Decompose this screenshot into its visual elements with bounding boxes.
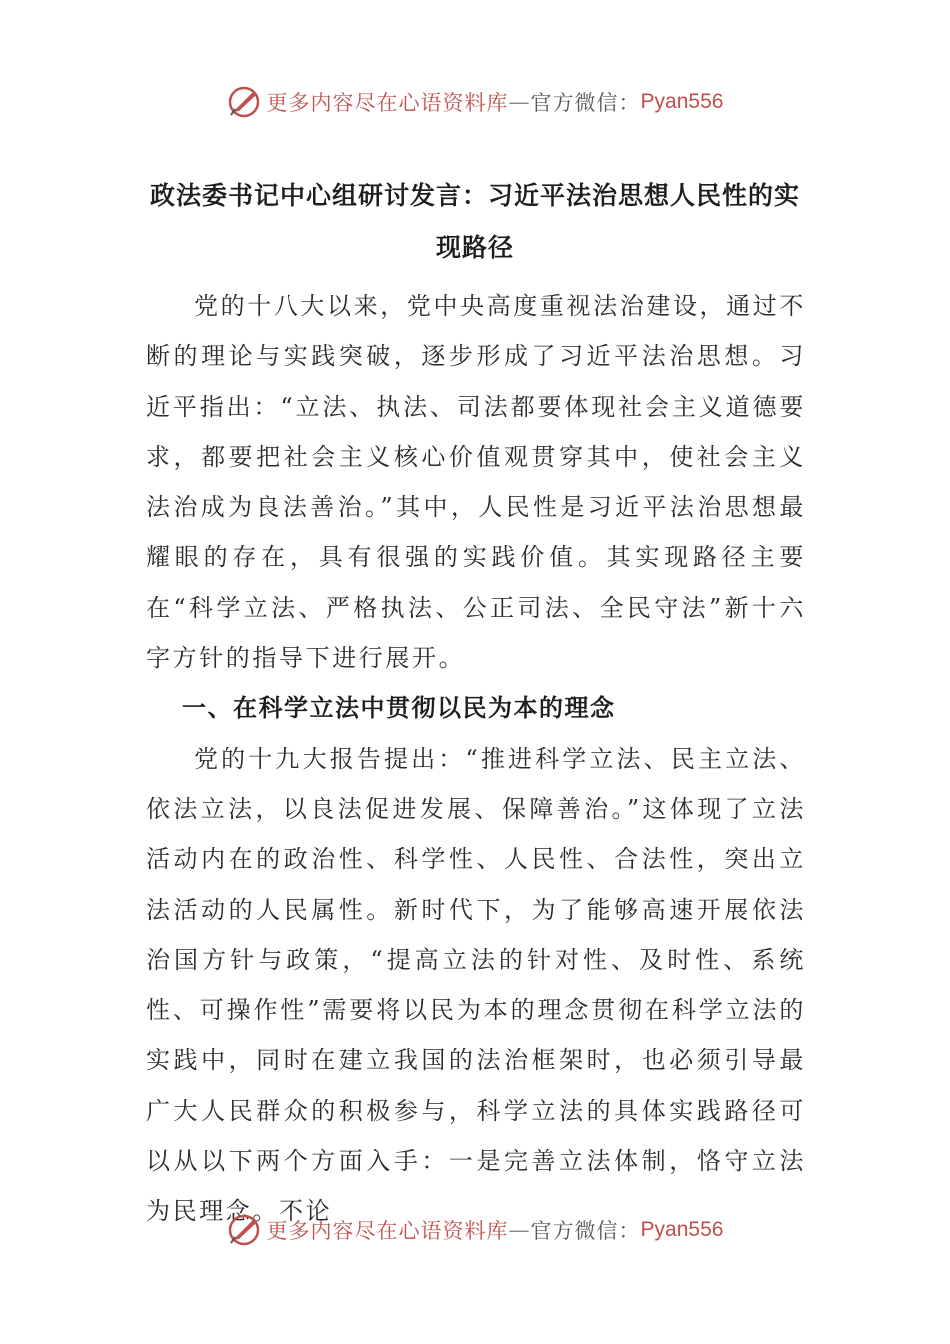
banner-wechat-label: 官方微信： [530, 91, 641, 115]
banner-wechat-label: 官方微信： [530, 1219, 641, 1243]
intro-paragraph: 党的十八大以来，党中央高度重视法治建设，通过不断的理论与实践突破，逐步形成了习近平法治思想。习近平指出：“立法、执法、司法都要体现社会主义道德要求，都要把社会主义核心价值观贯穿其中，使社会主义法治成为良法善治。”其中，人民性是习近平法治思想最耀眼的存在，具有很强的实践价值。其实现路径主要在“科学立法、严格执法、公正司法、全民守法”新十六字方针的指导下进行展开。 [146, 292, 806, 673]
footer-banner [0, 1212, 950, 1248]
document-body [146, 281, 806, 1237]
section-heading: 一、在科学立法中贯彻以民为本的理念 [182, 693, 616, 723]
banner-separator: — [508, 1218, 531, 1242]
quill-pen-logo-icon [227, 1213, 261, 1247]
banner-brand-text: 更多内容尽在心语资料库 [266, 91, 509, 115]
quill-pen-logo-icon [227, 85, 261, 119]
banner-wechat-id: Pyan556 [640, 1218, 724, 1241]
banner-brand-text: 更多内容尽在心语资料库 [266, 1219, 509, 1243]
section-paragraph: 党的十九大报告提出：“推进科学立法、民主立法、依法立法，以良法促进发展、保障善治。”这体现了立法活动内在的政治性、科学性、人民性、合法性，突出立法活动的人民属性。新时代下，为了能够高速开展依法治国方针与政策，“提高立法的针对性、及时性、系统性、可操作性”需要将以民为本的理念贯彻在科学立法的实践中，同时在建立我国的法治框架时，也必须引导最广大人民群众的积极参与，科学立法的具体实践路径可以从以下两个方面入手：一是完善立法体制，恪守立法为民理念。不论 [146, 744, 806, 1226]
banner-separator: — [508, 90, 531, 114]
banner-wechat-id: Pyan556 [640, 90, 724, 113]
header-banner [0, 84, 950, 120]
document-title: 政法委书记中心组研讨发言：习近平法治思想人民性的实现路径 [149, 181, 800, 262]
